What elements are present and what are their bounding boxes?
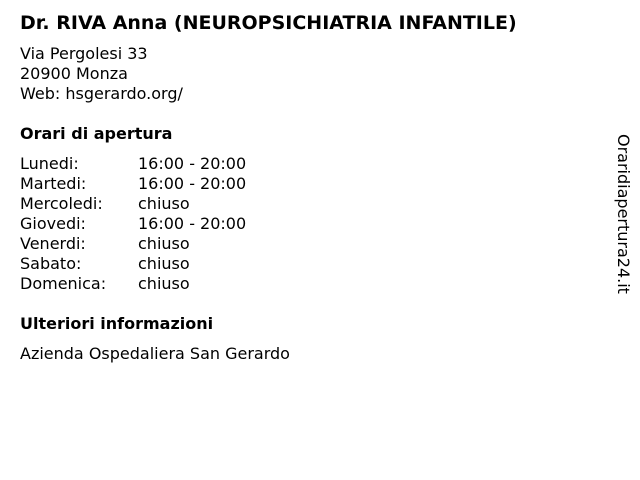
opening-hours-table: [20, 154, 246, 294]
address-block: [20, 44, 183, 104]
day-label: Domenica:: [20, 274, 107, 293]
hours-value: chiuso: [138, 274, 190, 293]
watermark-text: Oraridiapertura24.it: [614, 134, 633, 294]
hours-row-thursday: [20, 214, 246, 234]
day-label: Giovedi:: [20, 214, 86, 233]
day-label: Lunedi:: [20, 154, 79, 173]
hours-row-monday: [20, 154, 246, 174]
hours-row-sunday: [20, 274, 246, 294]
opening-hours-heading: Orari di apertura: [20, 124, 173, 143]
hours-value: chiuso: [138, 194, 190, 213]
page-title: Dr. RIVA Anna (NEUROPSICHIATRIA INFANTILE): [20, 12, 517, 34]
day-label: Martedi:: [20, 174, 87, 193]
day-label: Sabato:: [20, 254, 82, 273]
hours-value: 16:00 - 20:00: [138, 174, 247, 193]
hours-value: chiuso: [138, 254, 190, 273]
website-link[interactable]: Web: hsgerardo.org/: [20, 84, 183, 103]
hours-row-saturday: [20, 254, 246, 274]
hours-row-tuesday: [20, 174, 246, 194]
street-address: Via Pergolesi 33: [20, 44, 148, 63]
day-label: Mercoledi:: [20, 194, 103, 213]
more-info-heading: Ulteriori informazioni: [20, 314, 214, 333]
hours-value: chiuso: [138, 234, 190, 253]
more-info-text: Azienda Ospedaliera San Gerardo: [20, 344, 290, 363]
site-watermark: [612, 134, 634, 310]
hours-value: 16:00 - 20:00: [138, 154, 247, 173]
hours-row-friday: [20, 234, 246, 254]
hours-row-wednesday: [20, 194, 246, 214]
city-address: 20900 Monza: [20, 64, 128, 83]
hours-value: 16:00 - 20:00: [138, 214, 247, 233]
day-label: Venerdi:: [20, 234, 86, 253]
